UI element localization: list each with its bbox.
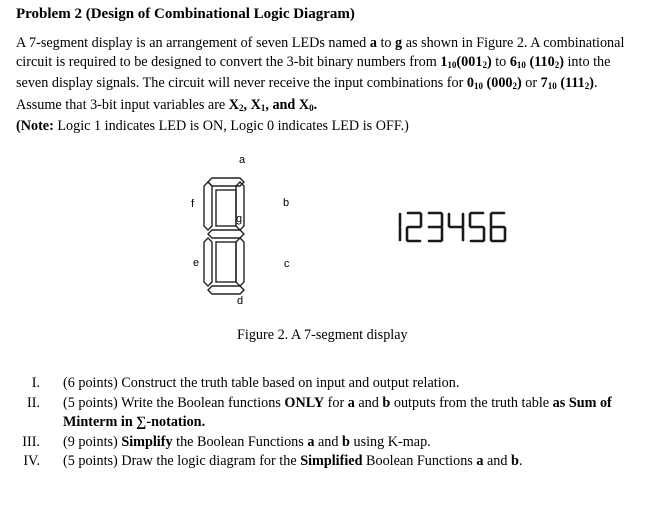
segment-g (208, 230, 244, 238)
task-item-2: II. (5 points) Write the Boolean functions ONLY for a and b outputs from the truth table as Sum of Minterm in ∑-notation. (16, 394, 640, 433)
task-list (16, 374, 640, 472)
problem-description: A 7-segment display is an arrangement of seven LEDs named a to g as shown in Figure 2. A combinational circuit is required to be designed to convert the 3-bit binary numbers from $1_{10}(001_2)$ to $6_{10}$ $(110_2)$ into the seven display signals. The circuit will never receive the input combinations for $0_{10}$ $(000_2)$ or $7_{10}$ $(111_2)$. Assume that 3-bit input variables are $X_2$, $X_1$, and $X_0$. (16, 35, 625, 113)
segment-label-b: b (283, 197, 290, 209)
segment-label-a: a (239, 154, 246, 166)
segment-f (204, 182, 212, 230)
seven-segment-svg (176, 152, 326, 312)
task-number: II. (27, 394, 40, 411)
digits-display (382, 210, 508, 244)
segment-label-g: g (236, 213, 243, 225)
segment-label-f: f (191, 198, 195, 210)
segment-label-d: d (237, 295, 244, 307)
problem-title: Problem 2 (Design of Combinational Logic Diagram) (16, 6, 355, 22)
segment-label-e: e (193, 257, 200, 269)
segment-a (208, 178, 244, 186)
segment-c (236, 238, 244, 286)
note: (Note: Logic 1 indicates LED is ON, Logic 0 indicates LED is OFF.) (16, 118, 409, 134)
task-number: IV. (23, 453, 40, 469)
segment-label-c: c (284, 258, 290, 270)
segment-d (208, 286, 244, 294)
figure-caption: Figure 2. A 7-segment display (237, 327, 408, 343)
task-number: III. (22, 433, 40, 450)
task-item-1: I. (6 points) Construct the truth table based on input and output relation. (16, 374, 640, 394)
digits-svg (382, 210, 508, 244)
task-item-4: IV. (5 points) Draw the logic diagram for the Simplified Boolean Functions a and b. (16, 452, 640, 472)
inner-window-bottom (216, 242, 236, 282)
inner-window-top (216, 190, 236, 226)
segment-e (204, 238, 212, 286)
task-item-3: III. (9 points) Simplify the Boolean Functions a and b using K-map. (16, 433, 640, 453)
task-number: I. (31, 375, 40, 391)
seven-segment-diagram (176, 152, 326, 312)
